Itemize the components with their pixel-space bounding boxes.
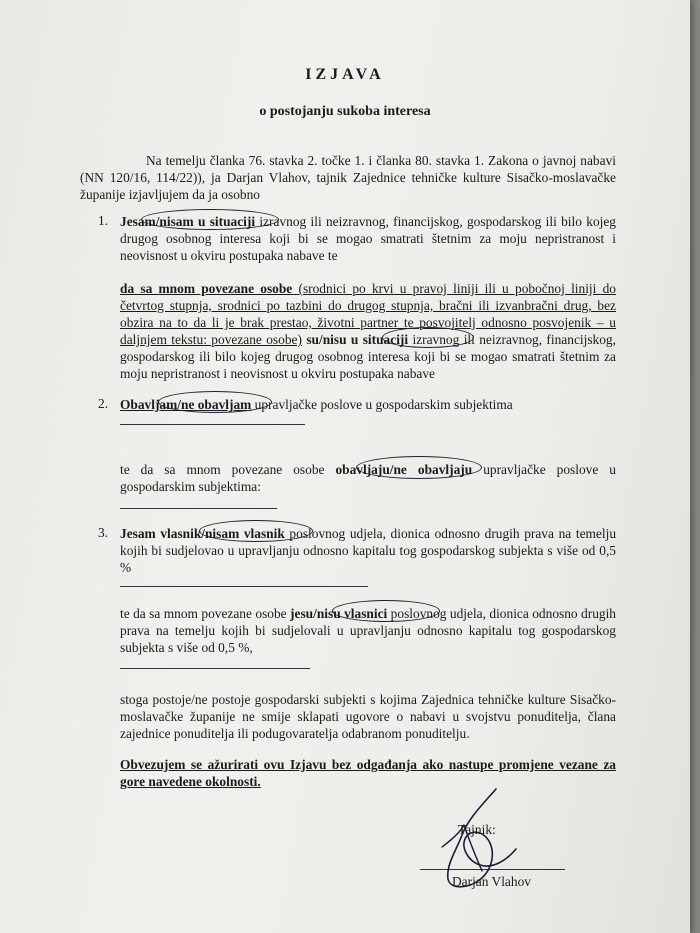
item-3-entry-line bbox=[120, 586, 368, 587]
item-1-circle-mark bbox=[141, 209, 279, 230]
item-2-text: upravljačke poslove u gospodarskim subjektima bbox=[251, 397, 513, 412]
item-1-related-choice: su/nisu u situaciji bbox=[306, 332, 409, 347]
item-1-text: izravnog ili neizravnog, financijskog, gospodarskog ili bilo kojeg drugog osobnog interesa koji bi se mogao smatrati štetnim za moju nepristranost i neovisnost u okviru postupaka nabave te bbox=[120, 214, 616, 263]
signature-role: Tajnik: bbox=[458, 822, 496, 837]
document-title: IZJAVA bbox=[305, 66, 385, 83]
item-2-related-choice: obavljaju/ne obavljaju bbox=[335, 462, 473, 477]
item-2-number: 2. bbox=[98, 396, 109, 411]
item-2-circle-mark bbox=[158, 391, 272, 413]
document-subtitle: o postojanju sukoba interesa bbox=[259, 104, 431, 119]
item-1-number: 1. bbox=[98, 213, 109, 228]
item-3-choice: Jesam vlasnik/nisam vlasnik bbox=[120, 526, 285, 541]
item-2-choice: Obavljam/ne obavljam bbox=[120, 397, 252, 412]
item-3-related-entry-line bbox=[120, 668, 310, 669]
signatory-name: Darjan Vlahov bbox=[452, 874, 531, 889]
item-3-related-choice: jesu/nisu vlasnici bbox=[290, 606, 388, 621]
item-3-related-text: poslovnog udjela, dionica odnosno drugih prava na temelju kojih bi sudjelovali u upravljanju odnosno kapitalu tog gospodarskog subjekta s više od 0,5 %, bbox=[120, 606, 617, 655]
item-3-conclusion: stoga postoje/ne postoje gospodarski subjekti s kojima Zajednica tehničke kulture Sisačko-moslavačke županije ne smije sklapati ugovore o nabavi u svojstvu ponuditelja, člana zajednice ponuditelja ili podugovaratelja odabranom ponuditelju. bbox=[120, 692, 616, 741]
item-3-related-circle-mark bbox=[332, 600, 440, 622]
item-2-related-pre: te da sa mnom povezane osobe bbox=[120, 462, 336, 477]
intro-paragraph: Na temelju članka 76. stavka 2. točke 1. i članka 80. stavka 1. Zakona o javnoj nabavi (NN 120/16, 114/22)), ja Darjan Vlahov, tajnik Zajednice tehničke kulture Sisačko-moslavačke županije izjavljujem da ja osobno bbox=[80, 153, 616, 202]
item-1-related-definition: (srodnici po krvi u pravoj liniji ili u pobočnoj liniji do četvrtog stupnja, srodnici po tazbini do drugog stupnja, bračni ili izvanbračni drug, bez obzira na to da li je brak prestao, životni partner te posvojitelj odnosno posvojenik – u daljnjem tekstu: povezane osobe) bbox=[120, 281, 616, 347]
obligation-statement: Obvezujem se ažurirati ovu Izjavu bez odgađanja ako nastupe promjene vezane za gore navedene okolnosti. bbox=[120, 757, 616, 789]
item-2-entry-line bbox=[120, 424, 305, 425]
item-3-related-pre: te da sa mnom povezane osobe bbox=[120, 606, 291, 621]
item-1-statement-b bbox=[120, 280, 616, 382]
item-2-related-circle-mark bbox=[356, 456, 482, 479]
item-1-related-circle-mark bbox=[382, 327, 474, 348]
handwritten-signature bbox=[420, 785, 530, 895]
item-3-statement-a bbox=[120, 525, 616, 576]
item-3-number: 3. bbox=[98, 525, 109, 540]
item-1-choice: Jesam/nisam u situaciji bbox=[120, 214, 256, 229]
item-2-related-text: upravljačke poslove u gospodarskim subjektima: bbox=[120, 462, 616, 494]
item-2-related-entry-line bbox=[120, 508, 277, 509]
item-3-text: poslovnog udjela, dionica odnosno drugih prava na temelju kojih bi sudjelovao u upravljanju odnosno kapitalu tog gospodarskog subjekta s više od 0,5 % bbox=[120, 526, 617, 575]
item-1-related-persons: da sa mnom povezane osobe bbox=[120, 281, 293, 296]
item-3-circle-mark bbox=[199, 520, 313, 542]
item-1-related-text: izravnog ili neizravnog, financijskog, gospodarskog ili bilo kojeg drugog osobnog interesa koji bi se mogao smatrati štetnim za moju nepristranost i neovisnost u okviru postupaka nabave bbox=[120, 332, 616, 381]
